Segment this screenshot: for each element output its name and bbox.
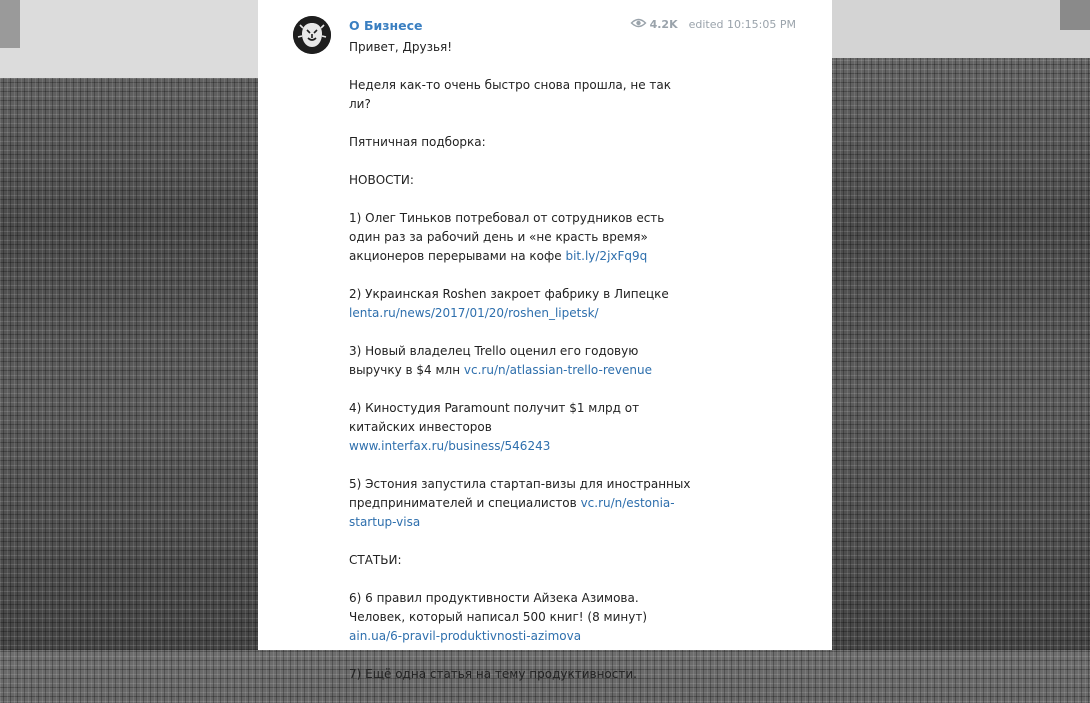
news-item: 4) Киностудия Paramount получит $1 млрд от китайских инвесторов www.interfax.ru/business/546243 — [349, 401, 640, 453]
view-count: 4.2K — [649, 18, 678, 31]
message-body — [349, 38, 694, 703]
channel-name[interactable]: О Бизнесе — [349, 18, 423, 33]
news-link[interactable]: vc.ru/n/estonia-startup-visa — [349, 496, 675, 529]
message-panel — [258, 0, 832, 681]
channel-avatar[interactable] — [293, 16, 331, 54]
article-item: 7) Ещё одна статья на тему продуктивности. — [349, 667, 637, 681]
edited-timestamp: edited 10:15:05 PM — [688, 18, 796, 31]
news-item: 5) Эстония запустила стартап-визы для иностранных предпринимателей и специалистов vc.ru/n/estonia-startup-visa — [349, 477, 691, 529]
digest-label: Пятничная подборка: — [349, 135, 486, 149]
news-item: 3) Новый владелец Trello оценил его годовую выручку в $4 млн vc.ru/n/atlassian-trello-revenue — [349, 344, 652, 377]
eye-icon — [631, 18, 646, 31]
articles-header: СТАТЬИ: — [349, 553, 402, 567]
news-item: 1) Олег Тиньков потребовал от сотрудников есть один раз за рабочий день и «не красть время» акционеров перерывами на кофе bit.ly/2jxFq9q — [349, 211, 665, 263]
news-link[interactable]: lenta.ru/news/2017/01/20/roshen_lipetsk/ — [349, 306, 599, 320]
article-link[interactable]: ain.ua/6-pravil-produktivnosti-azimova — [349, 629, 582, 643]
lion-logo-icon — [293, 16, 331, 54]
news-header: НОВОСТИ: — [349, 173, 414, 187]
background-glitch-block — [1060, 0, 1090, 30]
news-link[interactable]: bit.ly/2jxFq9q — [565, 249, 648, 263]
background-glitch-block — [0, 0, 20, 48]
message-meta — [631, 18, 796, 31]
news-link[interactable]: vc.ru/n/atlassian-trello-revenue — [463, 363, 652, 377]
background-glitch-block — [0, 0, 258, 78]
greeting-text: Привет, Друзья! — [349, 40, 453, 54]
news-link[interactable]: www.interfax.ru/business/546243 — [349, 439, 551, 453]
news-item: 2) Украинская Roshen закроет фабрику в Липецке lenta.ru/news/2017/01/20/roshen_lipetsk/ — [349, 287, 669, 320]
article-item: 6) 6 правил продуктивности Айзека Азимова. Человек, который написал 500 книг! (8 минут) ain.ua/6-pravil-produktivnosti-azimova — [349, 591, 648, 643]
intro-text: Неделя как-то очень быстро снова прошла, не так ли? — [349, 78, 671, 111]
background-glitch-block — [832, 0, 1090, 58]
